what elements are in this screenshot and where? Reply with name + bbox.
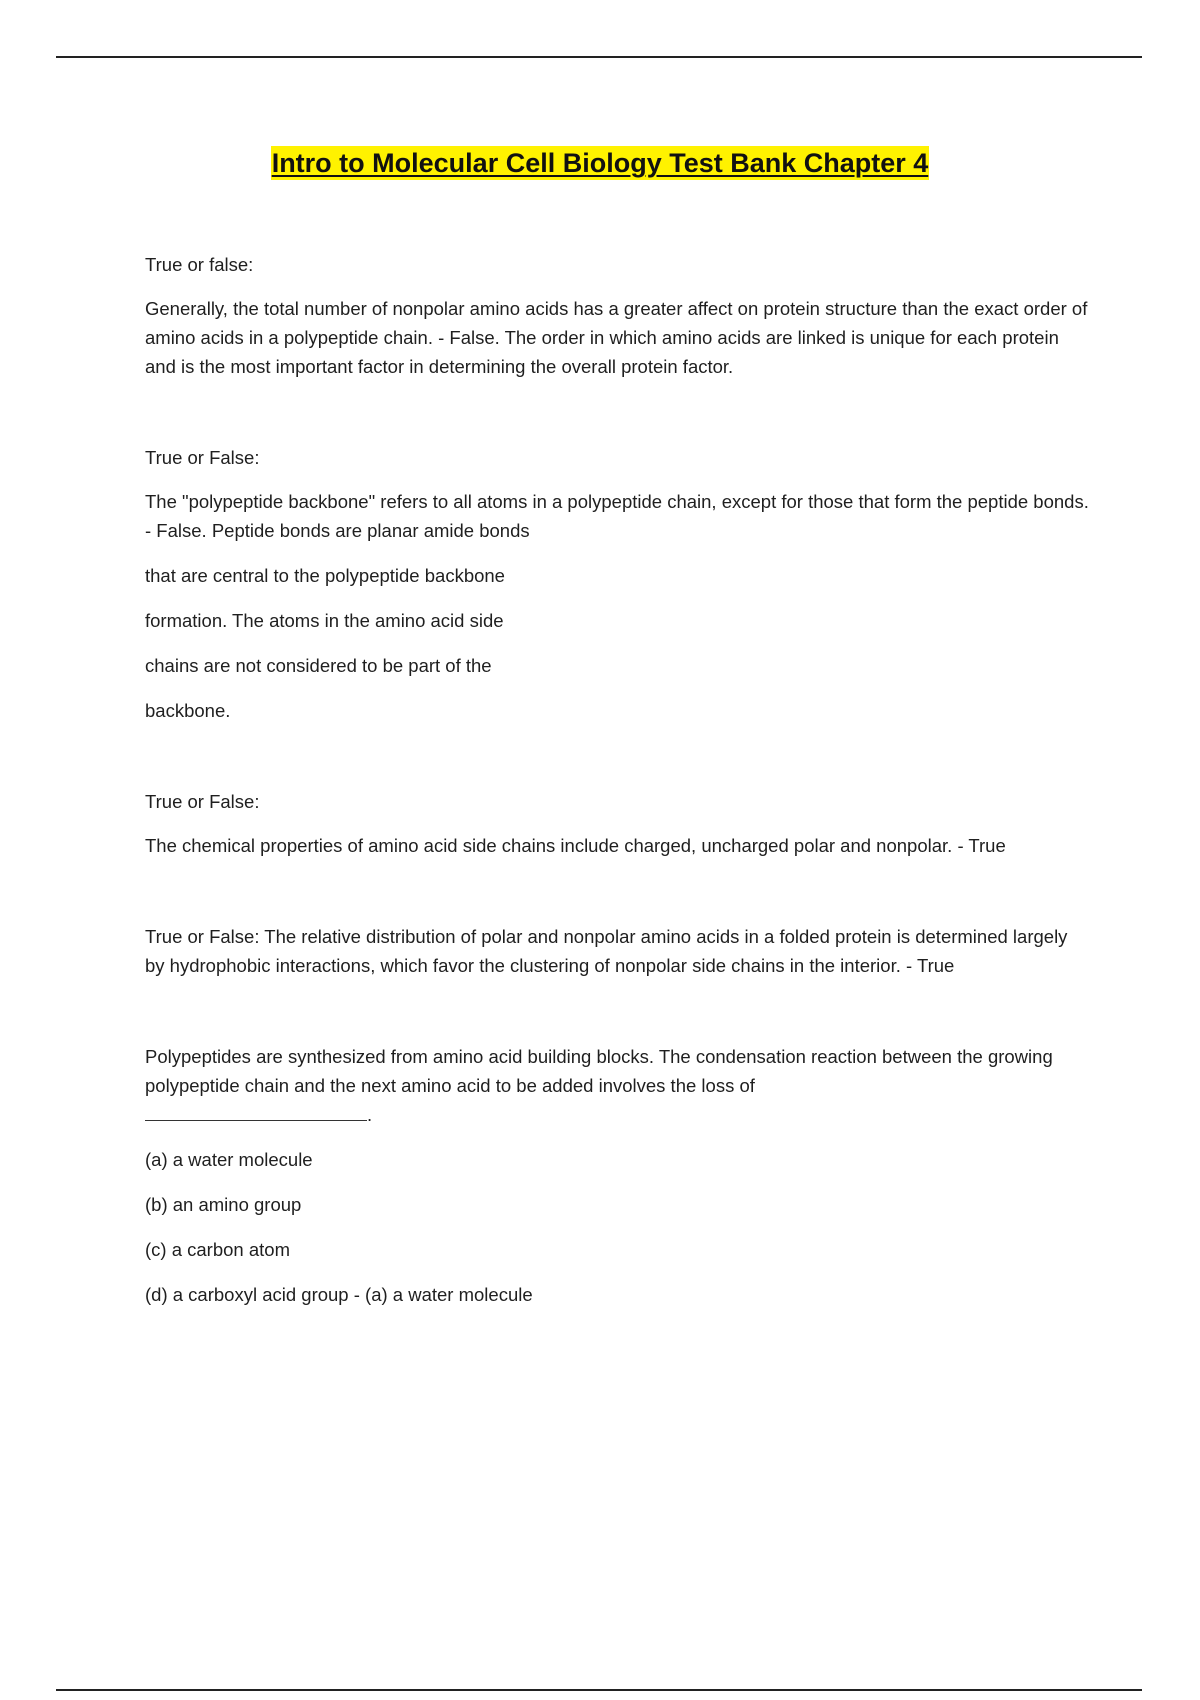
answer-line: that are central to the polypeptide backbone bbox=[145, 565, 505, 586]
answer-line: backbone. bbox=[145, 700, 231, 721]
answer-line: chains are not considered to be part of the bbox=[145, 655, 492, 676]
question-label: True or False: bbox=[145, 791, 260, 812]
question-text: Generally, the total number of nonpolar amino acids has a greater affect on protein structure than the exact order of amino acids in a polypeptide chain. - False. The order in which amino acids are linked is unique for each protein and is the most important factor in determining the overall protein factor. bbox=[145, 298, 1088, 377]
question-text: The chemical properties of amino acid side chains include charged, uncharged polar and nonpolar. - True bbox=[145, 835, 1006, 856]
question-text: Polypeptides are synthesized from amino acid building blocks. The condensation reaction between the growing polypeptide chain and the next amino acid to be added involves the loss of bbox=[145, 1046, 1053, 1096]
question-text: True or False: The relative distribution of polar and nonpolar amino acids in a folded protein is determined largely by hydrophobic interactions, which favor the clustering of nonpolar side chains in the interior. - True bbox=[145, 926, 1068, 976]
question-1 bbox=[145, 250, 1090, 381]
question-2 bbox=[145, 443, 1090, 725]
option-c: (c) a carbon atom bbox=[145, 1239, 290, 1260]
bottom-rule bbox=[56, 1689, 1142, 1691]
blank-line bbox=[145, 1102, 367, 1121]
option-a: (a) a water molecule bbox=[145, 1149, 313, 1170]
question-5 bbox=[145, 1042, 1090, 1309]
option-d: (d) a carboxyl acid group - (a) a water molecule bbox=[145, 1284, 533, 1305]
question-label: True or False: bbox=[145, 447, 260, 468]
title-wrapper bbox=[0, 146, 1200, 180]
answer-line: formation. The atoms in the amino acid side bbox=[145, 610, 504, 631]
top-rule bbox=[56, 56, 1142, 58]
blank-suffix: . bbox=[367, 1104, 373, 1125]
question-label: True or false: bbox=[145, 254, 254, 275]
question-text: The "polypeptide backbone" refers to all atoms in a polypeptide chain, except for those that form the peptide bonds. - False. Peptide bonds are planar amide bonds bbox=[145, 491, 1089, 541]
question-3 bbox=[145, 787, 1090, 860]
document-body bbox=[145, 250, 1090, 1371]
question-4 bbox=[145, 922, 1090, 980]
option-b: (b) an amino group bbox=[145, 1194, 302, 1215]
answer-blank bbox=[145, 1100, 1090, 1129]
document-title: Intro to Molecular Cell Biology Test Bank Chapter 4 bbox=[271, 148, 929, 178]
